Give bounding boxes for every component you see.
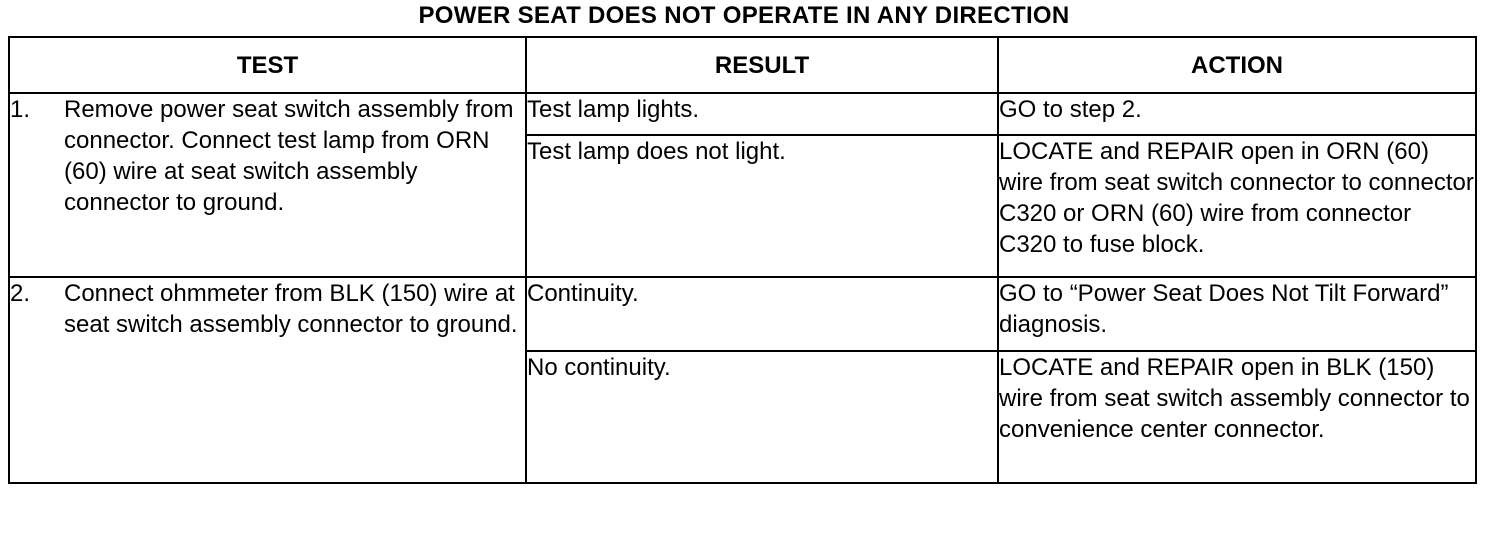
action-cell: LOCATE and REPAIR open in BLK (150) wire from seat switch assembly connector to convenience center connector.: [998, 351, 1476, 483]
header-action: ACTION: [998, 37, 1476, 93]
result-cell: Test lamp lights.: [526, 93, 998, 135]
step-test-text: Remove power seat switch assembly from connector. Connect test lamp from ORN (60) wire at seat switch assembly connector to ground.: [64, 96, 514, 216]
table-row: [9, 277, 1476, 351]
step-test-text: Connect ohmmeter from BLK (150) wire at seat switch assembly connector to ground.: [64, 280, 518, 338]
step-number: 2.: [10, 280, 31, 307]
step-number: 1.: [10, 96, 31, 123]
action-cell: GO to step 2.: [998, 93, 1476, 135]
table-row: [9, 93, 1476, 135]
result-cell: Continuity.: [526, 277, 998, 351]
result-cell: Test lamp does not light.: [526, 135, 998, 277]
page-title: POWER SEAT DOES NOT OPERATE IN ANY DIRECTION: [418, 2, 1070, 29]
test-cell-step-1: [9, 93, 526, 277]
diagnosis-table: [8, 36, 1477, 484]
result-cell: No continuity.: [526, 351, 998, 483]
header-result: RESULT: [526, 37, 998, 93]
header-test: TEST: [9, 37, 526, 93]
action-cell: LOCATE and REPAIR open in ORN (60) wire from seat switch connector to connector C320 or ORN (60) wire from connector C320 to fuse block.: [998, 135, 1476, 277]
header-row: [9, 37, 1476, 93]
test-cell-step-2: [9, 277, 526, 483]
action-cell: GO to “Power Seat Does Not Tilt Forward” diagnosis.: [998, 277, 1476, 351]
